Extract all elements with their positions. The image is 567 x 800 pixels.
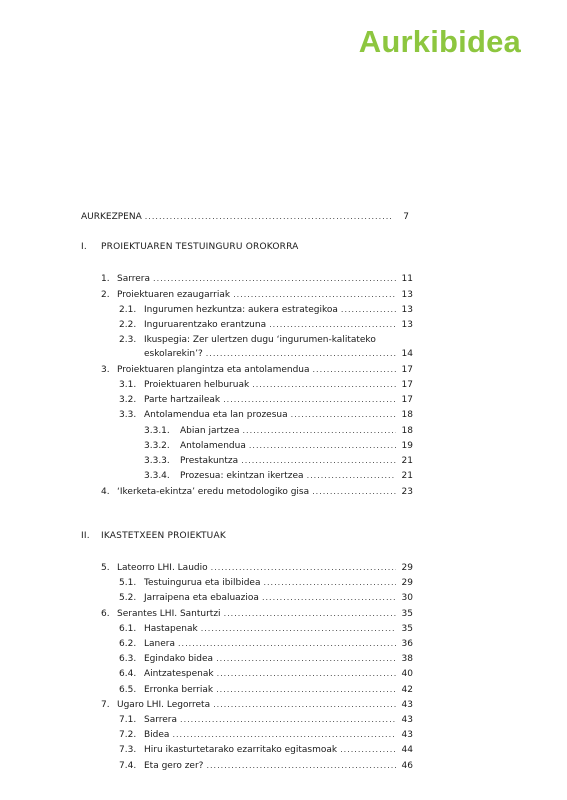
toc-entry-label: Bidea (144, 730, 170, 740)
toc-entry-number: 3. (101, 365, 110, 375)
toc-entry-page: 43 (401, 730, 413, 740)
toc-entry-number: 6.5. (119, 685, 137, 695)
dot-leader (307, 470, 396, 482)
dot-leader (180, 714, 396, 726)
toc-entry[interactable] (119, 729, 413, 741)
toc-entry-page: 13 (401, 305, 413, 315)
toc-entry-page: 23 (401, 487, 413, 497)
toc-entry[interactable] (119, 304, 413, 316)
toc-entry-number: 7.1. (119, 715, 137, 725)
section-title: IKASTETXEEN PROIEKTUAK (101, 531, 226, 541)
toc-entry-label: Testuingurua eta ibilbidea (144, 578, 261, 588)
toc-entry-label: Antolamendua eta lan prozesua (144, 410, 288, 420)
toc-entry-page: 17 (401, 365, 413, 375)
toc-entry-page: 13 (401, 290, 413, 300)
toc-entry-number: 3.2. (119, 395, 137, 405)
toc-entry-label: Ikuspegia: Zer ulertzen dugu ‘ingurumen-kalitateko (144, 335, 376, 345)
toc-entry[interactable] (144, 440, 413, 452)
toc-entry-page: 40 (401, 669, 413, 679)
dot-leader (217, 668, 396, 680)
toc-entry-page: 11 (401, 274, 413, 284)
toc-entry-label: AURKEZPENA (81, 212, 142, 222)
toc-entry-page: 38 (401, 654, 413, 664)
toc-entry-page: 29 (401, 578, 413, 588)
dot-leader (242, 425, 396, 437)
toc-entry[interactable] (119, 623, 413, 635)
dot-leader (241, 455, 396, 467)
toc-entry-label: ‘Ikerketa-ekintza’ eredu metodologiko gisa (117, 487, 310, 497)
dot-leader (206, 348, 396, 360)
toc-entry-page: 43 (401, 715, 413, 725)
toc-entry-page: 17 (401, 395, 413, 405)
toc-entry-page: 13 (401, 320, 413, 330)
dot-leader (211, 562, 396, 574)
toc-entry-number: 2.2. (119, 320, 137, 330)
toc-entry[interactable] (101, 486, 413, 498)
toc-entry-number: 6.3. (119, 654, 137, 664)
toc-entry-number: 6.4. (119, 669, 137, 679)
toc-entry-label: Hastapenak (144, 624, 198, 634)
toc-entry[interactable] (101, 562, 413, 574)
dot-leader (223, 394, 396, 406)
toc-entry[interactable] (144, 455, 413, 467)
toc-entry[interactable] (144, 425, 413, 437)
toc-entry-label: Serantes LHI. Santurtzi (117, 609, 221, 619)
dot-leader (233, 289, 396, 301)
toc-entry-page: 21 (401, 471, 413, 481)
dot-leader (263, 577, 396, 589)
toc-entry[interactable] (119, 577, 413, 589)
toc-entry[interactable] (101, 273, 413, 285)
toc-entry-number: 2.1. (119, 305, 137, 315)
toc-entry-number: 5.2. (119, 593, 137, 603)
toc-entry-page: 21 (401, 456, 413, 466)
toc-entry-page: 46 (401, 761, 413, 771)
toc-entry[interactable] (101, 699, 413, 711)
dot-leader (224, 608, 396, 620)
toc-entry-label-continued: eskolarekin’? (144, 349, 203, 359)
dot-leader (269, 319, 396, 331)
toc-entry-label: Proiektuaren plangintza eta antolamendua (117, 365, 310, 375)
toc-entry-number: 3.3.4. (144, 471, 170, 481)
toc-entry-label: Lateorro LHI. Laudio (117, 563, 208, 573)
section-number: II. (81, 531, 90, 541)
toc-entry-label: Prozesua: ekintzan ikertzea (180, 471, 304, 481)
toc-entry-page: 14 (401, 349, 413, 359)
toc-entry-number: 7.3. (119, 745, 137, 755)
toc-entry-page: 35 (401, 609, 413, 619)
toc-entry[interactable] (119, 592, 413, 604)
toc-entry-number: 4. (101, 487, 110, 497)
toc-entry-number: 6. (101, 609, 110, 619)
section-heading (81, 241, 299, 253)
toc-entry-page: 7 (403, 212, 409, 222)
dot-leader (201, 623, 396, 635)
toc-entry-intro[interactable] (81, 211, 409, 223)
toc-entry-label: Hiru ikasturtetarako ezarritako egitasmoak (144, 745, 338, 755)
toc-entry-page: 35 (401, 624, 413, 634)
toc-entry-label: Sarrera (117, 274, 151, 284)
toc-entry-page: 18 (401, 426, 413, 436)
toc-entry-number: 2.3. (119, 335, 137, 345)
toc-entry[interactable] (119, 379, 413, 391)
dot-leader (216, 653, 396, 665)
dot-leader (216, 684, 396, 696)
toc-entry-page: 17 (401, 380, 413, 390)
section-heading (81, 530, 226, 542)
toc-entry-number: 6.2. (119, 639, 137, 649)
toc-entry-label: Ugaro LHI. Legorreta (117, 700, 211, 710)
dot-leader (341, 304, 396, 316)
toc-entry-number: 7.2. (119, 730, 137, 740)
toc-entry-label: Parte hartzaileak (144, 395, 221, 405)
dot-leader (252, 379, 396, 391)
toc-entry-number: 1. (101, 274, 110, 284)
toc-entry-number: 3.3.3. (144, 456, 170, 466)
toc-entry-page: 43 (401, 700, 413, 710)
toc-entry[interactable] (144, 348, 413, 360)
dot-leader (312, 486, 396, 498)
dot-leader (153, 273, 396, 285)
toc-entry[interactable] (119, 668, 413, 680)
toc-entry-number: 3.1. (119, 380, 137, 390)
toc-entry-number: 6.1. (119, 624, 137, 634)
toc-entry[interactable] (101, 608, 413, 620)
toc-entry-number: 5. (101, 563, 110, 573)
toc-entry[interactable] (119, 319, 413, 331)
toc-entry-number: 7. (101, 700, 110, 710)
toc-entry-label: Egindako bidea (144, 654, 214, 664)
toc-entry-label: Proiektuaren ezaugarriak (117, 290, 231, 300)
toc-entry[interactable] (101, 289, 413, 301)
toc-entry-page: 44 (401, 745, 413, 755)
dot-leader (340, 744, 396, 756)
toc-entry[interactable] (119, 409, 413, 421)
toc-entry[interactable] (119, 394, 413, 406)
toc-entry-number: 7.4. (119, 761, 137, 771)
toc-entry-number: 3.3.2. (144, 441, 170, 451)
toc-entry-label: Antolamendua (180, 441, 246, 451)
toc-entry-label: Lanera (144, 639, 175, 649)
dot-leader (291, 409, 396, 421)
dot-leader (206, 760, 396, 772)
dot-leader (213, 699, 396, 711)
toc-entry-page: 18 (401, 410, 413, 420)
toc-entry[interactable] (119, 684, 413, 696)
dot-leader (262, 592, 396, 604)
toc-entry-number: 2. (101, 290, 110, 300)
toc-entry-number: 3.3.1. (144, 426, 170, 436)
section-title: PROIEKTUAREN TESTUINGURU OROKORRA (101, 242, 299, 252)
toc-entry[interactable] (119, 653, 413, 665)
toc-entry[interactable] (119, 714, 413, 726)
toc-entry-label: Jarraipena eta ebaluazioa (144, 593, 259, 603)
toc-entry-first-line[interactable] (119, 334, 376, 346)
toc-entry[interactable] (119, 760, 413, 772)
toc-entry[interactable] (144, 470, 413, 482)
toc-entry-label: Eta gero zer? (144, 761, 204, 771)
toc-entry[interactable] (119, 744, 413, 756)
toc-entry-label: Aintzatespenak (144, 669, 214, 679)
toc-entry-page: 30 (401, 593, 413, 603)
toc-entry-page: 42 (401, 685, 413, 695)
dot-leader (313, 364, 396, 376)
dot-leader (145, 211, 392, 223)
toc-entry-label: Abian jartzea (180, 426, 240, 436)
toc-entry-label: Prestakuntza (180, 456, 239, 466)
toc-entry-label: Erronka berriak (144, 685, 214, 695)
toc-entry-page: 19 (401, 441, 413, 451)
dot-leader (172, 729, 396, 741)
section-number: I. (81, 242, 87, 252)
toc-entry-page: 29 (401, 563, 413, 573)
toc-entry[interactable] (101, 364, 413, 376)
toc-entry-label: Proiektuaren helburuak (144, 380, 250, 390)
dot-leader (178, 638, 396, 650)
toc-entry[interactable] (119, 638, 413, 650)
toc-entry-number: 3.3. (119, 410, 137, 420)
toc-entry-label: Sarrera (144, 715, 178, 725)
toc-entry-label: Ingurumen hezkuntza: aukera estrategikoa (144, 305, 338, 315)
page-title: Aurkibidea (358, 24, 521, 59)
toc-entry-label: Inguruarentzako erantzuna (144, 320, 267, 330)
toc-entry-page: 36 (401, 639, 413, 649)
toc-entry-number: 5.1. (119, 578, 137, 588)
dot-leader (249, 440, 396, 452)
